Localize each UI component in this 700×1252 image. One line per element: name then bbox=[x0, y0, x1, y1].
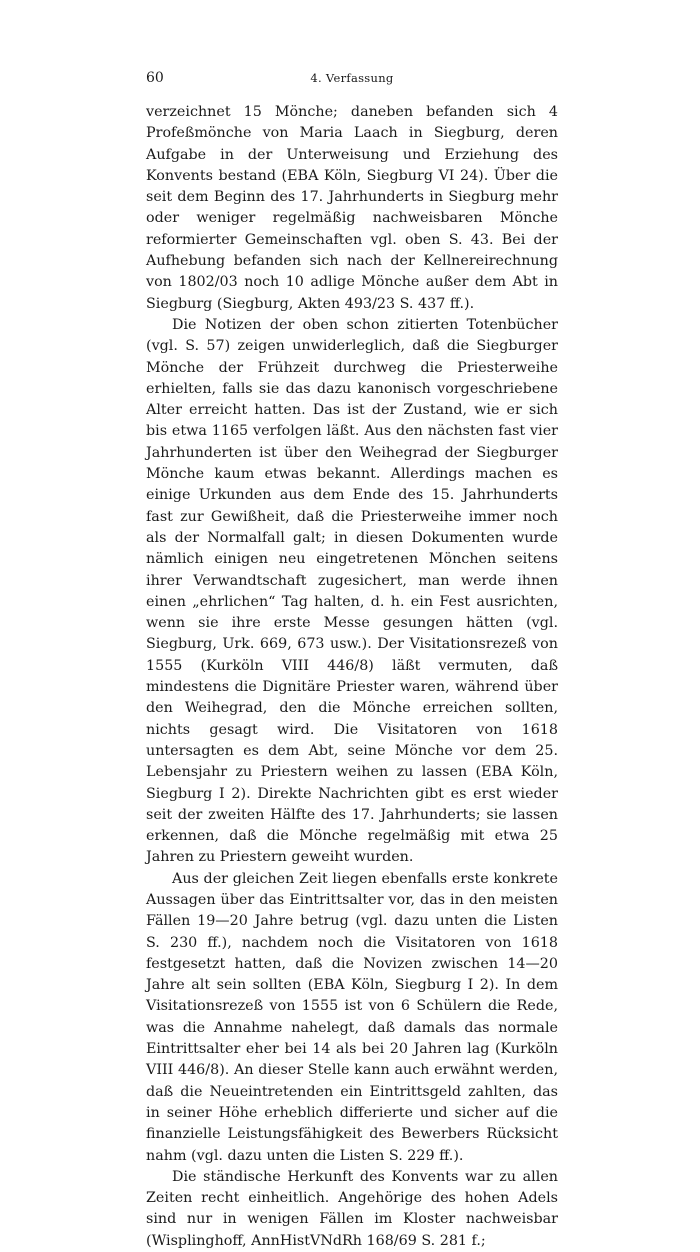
page-header bbox=[146, 70, 558, 92]
paragraph-4: Die ständische Herkunft des Konvents war zu allen Zeiten recht einheitlich. Angehörige des hohen Adels sind nur in wenigen Fällen im Kloster nachweisbar (Wisplinghoff, AnnHistVNdRh 168/69 S. 281 f.; bbox=[146, 1168, 558, 1249]
paragraph-2: Die Notizen der oben schon zitierten Totenbücher (vgl. S. 57) zeigen unwiderleglich, daß die Siegburger Mönche der Frühzeit durchweg die Priesterweihe erhielten, falls sie das dazu kanonisch vorgeschriebene Alter erreicht hatten. Das ist der Zustand, wie er sich bis etwa 1165 verfolgen läßt. Aus den nächsten fast vier Jahrhunderten ist über den Weihegrad der Siegburger Mönche kaum etwas bekannt. Allerdings machen es einige Urkunden aus dem Ende des 15. Jahrhunderts fast zur Gewißheit, daß die Priesterweihe immer noch als der Normalfall galt; in diesen Dokumenten wurde nämlich einigen neu eingetretenen Mönchen seitens ihrer Verwandtschaft zugesichert, man werde ihnen einen „ehrlichen“ Tag halten, d. h. ein Fest ausrichten, wenn sie ihre erste Messe gesungen hätten (vgl. Siegburg, Urk. 669, 673 usw.). Der Visitationsrezeß von 1555 (Kurköln VIII 446/8) läßt vermuten, daß mindestens die Dignitäre Priester waren, während über den Weihegrad, den die Mönche erreichen sollten, nichts gesagt wird. Die Visitatoren von 1618 untersagten es dem Abt, seine Mönche vor dem 25. Lebensjahr zu Priestern weihen zu lassen (EBA Köln, Siegburg I 2). Direkte Nachrichten gibt es erst wieder seit der zweiten Hälfte des 17. Jahrhunderts; sie lassen erkennen, daß die Mönche regelmäßig mit etwa 25 Jahren zu Priestern geweiht wurden. bbox=[146, 316, 558, 866]
page-number: 60 bbox=[146, 70, 164, 86]
body-text bbox=[146, 102, 558, 1252]
paragraph-3: Aus der gleichen Zeit liegen ebenfalls erste konkrete Aussagen über das Eintrittsalter vor, das in den meisten Fällen 19—20 Jahre betrug (vgl. dazu unten die Listen S. 230 ff.), nachdem noch die Visitatoren von 1618 festgesetzt hatten, daß die Novizen zwischen 14—20 Jahre alt sein sollten (EBA Köln, Siegburg I 2). In dem Visitationsrezeß von 1555 ist von 6 Schülern die Rede, was die Annahme nahelegt, daß damals das normale Eintrittsalter eher bei 14 als bei 20 Jahren lag (Kurköln VIII 446/8). An dieser Stelle kann auch erwähnt werden, daß die Neueintretenden ein Eintrittsgeld zahlten, das in seiner Höhe erheblich differierte und sicher auf die finanzielle Leistungsfähigkeit des Bewerbers Rücksicht nahm (vgl. dazu unten die Listen S. 229 ff.). bbox=[146, 870, 558, 1164]
paragraph-1: verzeichnet 15 Mönche; daneben befanden sich 4 Profeßmönche von Maria Laach in Siegburg, deren Aufgabe in der Unterweisung und Erziehung des Konvents bestand (EBA Köln, Siegburg VI 24). Über die seit dem Beginn des 17. Jahrhunderts in Siegburg mehr oder weniger regelmäßig nachweisbaren Mönche reformierter Gemeinschaften vgl. oben S. 43. Bei der Aufhebung befanden sich nach der Kellnereirechnung von 1802/03 noch 10 adlige Mönche außer dem Abt in Siegburg (Siegburg, Akten 493/23 S. 437 ff.). bbox=[146, 104, 558, 312]
running-head: 4. Verfassung bbox=[310, 71, 394, 85]
